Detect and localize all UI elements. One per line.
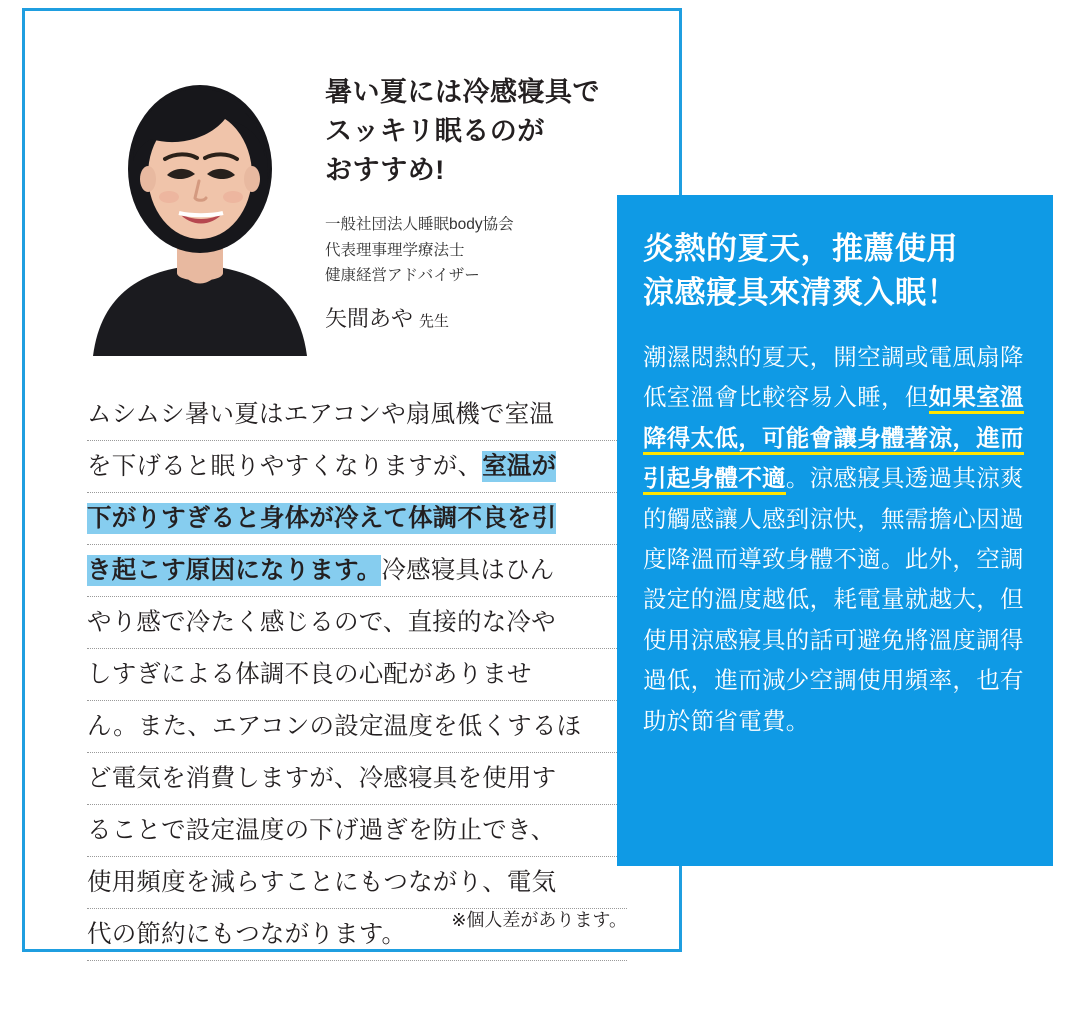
expert-heading-block [325, 73, 665, 333]
expert-header [25, 11, 679, 356]
body-segment: 代の節約にもつながります。 [87, 921, 407, 948]
expert-name-row [325, 302, 665, 333]
expert-headline-line-3: おすすめ! [325, 155, 445, 186]
expert-affiliation [325, 212, 665, 287]
translation-title-line-2: 涼感寢具來清爽入眠！ [643, 275, 958, 311]
body-segment: ど電気を消費しますが、冷感寝具を使用す [87, 765, 557, 792]
expert-name: 矢間あや [325, 305, 414, 331]
body-segment: を下げると眠りやすくなりますが、 [87, 453, 483, 480]
body-segment: 使用頻度を減らすことにもつながり、電気 [87, 869, 557, 896]
body-line [87, 493, 627, 545]
expert-comment-body [87, 389, 627, 961]
expert-name-suffix: 先生 [419, 312, 450, 330]
body-line [87, 701, 627, 753]
body-segment: 冷感寝具はひん [381, 557, 555, 584]
translation-segment: 。涼感寢具透過其涼爽的觸感讓人感到涼快，無需擔心因過度降溫而導致身體不適。此外，空調設定的溫度越低，耗電量就越大，但使用涼感寢具的話可避免將溫度調得過低，進而減少空調使用頻率，也有助於節省電費。 [643, 465, 1024, 734]
expert-affiliation-line-2: 代表理事理学療法士 [325, 241, 465, 259]
translation-segment: 潮濕悶熱的夏天，開空調或電風扇降低室溫會比較容易入睡，但 [643, 344, 1024, 411]
translation-panel [617, 195, 1053, 866]
expert-headline [325, 73, 665, 190]
body-line [87, 545, 627, 597]
body-segment: ん。また、エアコンの設定温度を低くするほ [87, 713, 582, 740]
body-segment-highlighted: 室温が [482, 453, 557, 480]
body-line [87, 805, 627, 857]
body-line [87, 649, 627, 701]
translation-paragraph [643, 337, 1027, 741]
expert-affiliation-line-1: 一般社団法人睡眠body協会 [325, 216, 514, 234]
translation-segment-underlined: 如果室溫降得太低，可能會讓身體著涼，進而引起身體不適 [643, 384, 1024, 495]
body-segment: ムシムシ暑い夏はエアコンや扇風機で室温 [87, 401, 555, 428]
body-line [87, 857, 627, 909]
expert-headline-line-2: スッキリ眠るのが [325, 116, 545, 147]
body-segment: ることで設定温度の下げ過ぎを防止でき、 [87, 817, 556, 844]
translation-title [643, 227, 1027, 315]
body-segment: しすぎによる体調不良の心配がありませ [87, 661, 532, 688]
body-line [87, 597, 627, 649]
body-segment: やり感で冷たく感じるので、直接的な冷や [87, 609, 556, 636]
translation-title-line-1: 炎熱的夏天，推薦使用 [643, 231, 958, 266]
expert-affiliation-line-3: 健康経営アドバイザー [325, 266, 480, 284]
expert-comment-card [22, 8, 682, 952]
body-line [87, 441, 627, 493]
body-segment-highlighted: き起こす原因になります。 [87, 557, 382, 584]
body-line [87, 389, 627, 441]
body-footnote: ※個人差があります。 [451, 910, 627, 930]
expert-headline-line-1: 暑い夏には冷感寝具で [325, 77, 600, 107]
expert-portrait-photo [85, 61, 315, 356]
body-line [87, 753, 627, 805]
body-segment-highlighted: 下がりすぎると身体が冷えて体調不良を引 [87, 505, 557, 532]
